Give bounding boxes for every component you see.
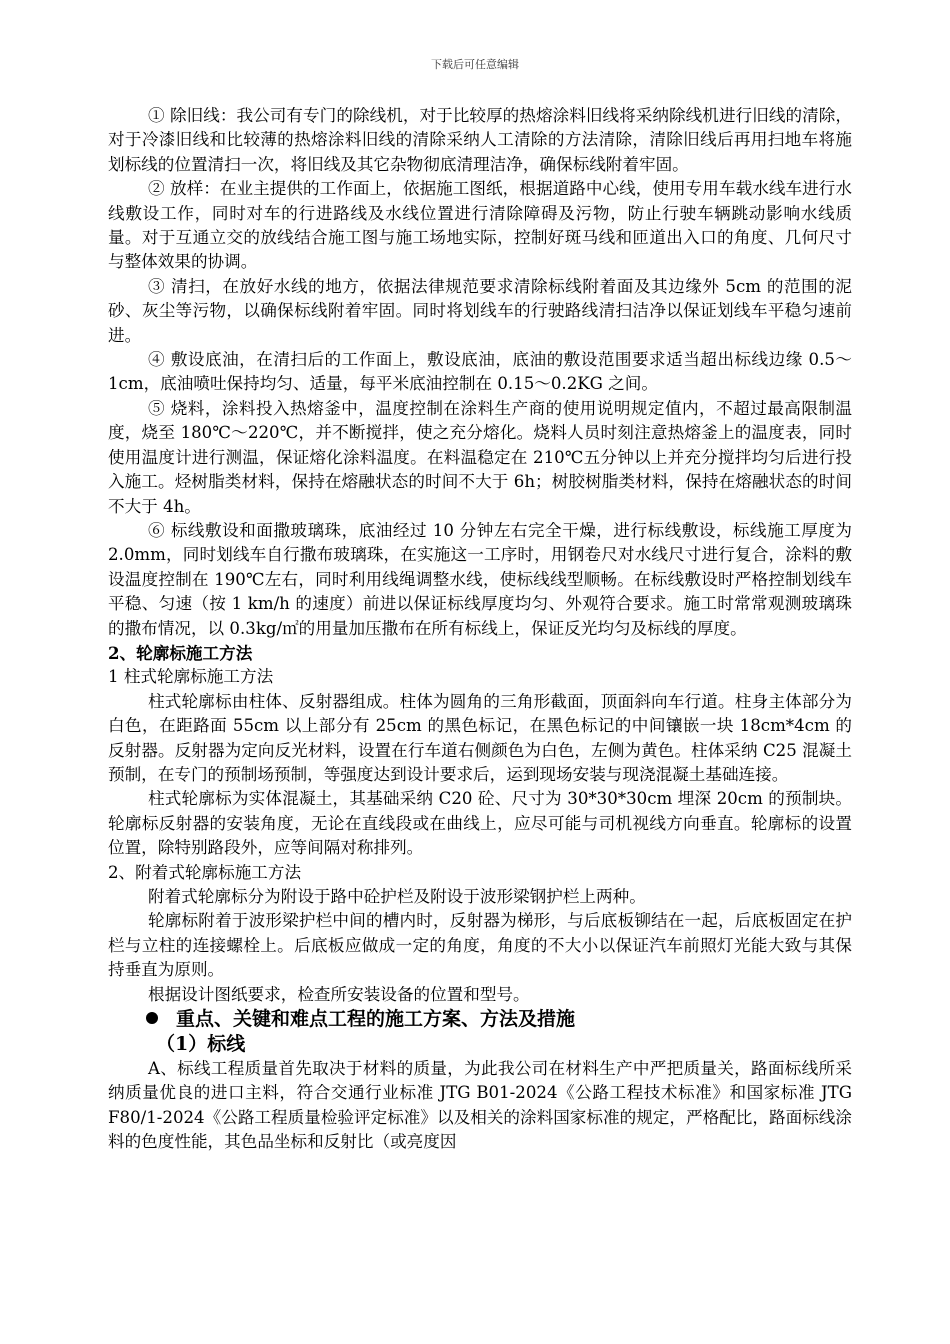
subsection-heading-post-delineator: 1 柱式轮廓标施工方法 <box>108 667 274 687</box>
paragraph-remove-old-lines: ① 除旧线：我公司有专门的除线机，对于比较厚的热熔涂料旧线将采纳除线机进行旧线的清除，对于冷漆旧线和比较薄的热熔涂料旧线的清除采纳人工清除的方法清除，清除旧线后再用扫地车将施划标线的位置清扫一次，将旧线及其它杂物彻底清理洁净，确保标线附着牢固。 <box>108 106 852 174</box>
paragraph-marking-glass-beads: ⑥ 标线敷设和面撒玻璃珠，底油经过 10 分钟左右完全干燥，进行标线敷设，标线施工厚度为 2.0mm，同时划线车自行撒布玻璃珠，在实施这一工序时，用钢卷尺对水线尺寸进行复合，涂料的敷设温度控制在 190℃左右，同时利用线绳调整水线，使标线线型顺畅。在标线敷设时严格控制划线车平稳、匀速（按 1 km/h 的速度）前进以保证标线厚度均匀、外观符合要求。施工时常常观测玻璃珠的撒布情况，以 0.3kg/㎡的用量加压撒布在所有标线上，保证反光均匀及标线的厚度。 <box>108 520 852 638</box>
document-body <box>108 104 852 1155</box>
paragraph-melting: ⑤ 烧料，涂料投入热熔釜中，温度控制在涂料生产商的使用说明规定值内，不超过最高限制温度，烧至 180℃～220℃，并不断搅拌，使之充分熔化。烧料人员时刻注意热熔釜上的温度表，同时使用温度计进行测温，保证熔化涂料温度。在料温稳定在 210℃五分钟以上并充分搅拌均匀后进行投入施工。烃树脂类材料，保持在熔融状态的时间不大于 6h；树胶树脂类材料，保持在熔融状态的时间不大于 4h。 <box>108 398 852 516</box>
section-heading-delineator: 2、轮廓标施工方法 <box>108 642 253 663</box>
paragraph-cleaning: ③ 清扫，在放好水线的地方，依据法律规范要求清除标线附着面及其边缘外 5cm 的范围的泥砂、灰尘等污物，以确保标线附着牢固。同时将划线车的行驶路线清扫洁净以保证划线车平稳匀速前进。 <box>108 276 852 345</box>
paragraph-layout: ② 放样：在业主提供的工作面上，依据施工图纸，根据道路中心线，使用专用车载水线车进行水线敷设工作，同时对车的行进路线及水线位置进行清除障碍及污物，防止行驶车辆跳动影响水线质量。对于互通立交的放线结合施工图与施工场地实际，控制好斑马线和匝道出入口的角度、几何尺寸与整体效果的协调。 <box>108 179 852 272</box>
paragraph-primer: ④ 敷设底油，在清扫后的工作面上，敷设底油，底油的敷设范围要求适当超出标线边缘 0.5～1cm，底油喷吐保持均匀、适量，每平米底油控制在 0.15～0.2KG 之间。 <box>108 350 852 394</box>
bullet-dot-icon <box>146 1012 158 1024</box>
paragraph-post-delineator: 柱式轮廓标由柱体、反射器组成。柱体为圆角的三角形截面，顶面斜向车行道。柱身主体部分为白色，在距路面 55cm 以上部分有 25cm 的黑色标记，在黑色标记的中间镶嵌一块 18cm*4cm 的反射器。反射器为定向反光材料，设置在行车道右侧颜色为白色，左侧为黄色。柱体采纳 C25 混凝土预制，在专门的预制场预制，等强度达到设计要求后，运到现场安装与现浇混凝土基础连接。 <box>108 691 852 784</box>
paragraph-attached-types: 附着式轮廓标分为附设于路中砼护栏及附设于波形梁钢护栏上两种。 <box>148 887 646 906</box>
paragraph-check-equipment: 根据设计图纸要求，检查所安装设备的位置和型号。 <box>148 984 530 1004</box>
paragraph-material-quality: A、标线工程质量首先取决于材料的质量，为此我公司在材料生产中严把质量关，路面标线所采纳质量优良的进口主料，符合交通行业标准 JTG B01-2024《公路工程技术标准》和国家标准 JTG F80/1-2024《公路工程质量检验评定标准》以及相关的涂料国家标准的规定，严格配比，路面标线涂料的色度性能，其色品坐标和反射比（或亮度因 <box>108 1059 852 1152</box>
subsection-heading-attached-delineator: 2、附着式轮廓标施工方法 <box>108 862 302 882</box>
page-header: 下载后可任意编辑 <box>431 58 519 71</box>
main-heading <box>108 1007 852 1032</box>
main-heading-text: 重点、关键和难点工程的施工方案、方法及措施 <box>176 1008 576 1031</box>
paragraph-attached-installation: 轮廓标附着于波形梁护栏中间的槽内时，反射器为梯形，与后底板铆结在一起，后底板固定在护栏与立柱的连接螺栓上。后底板应做成一定的角度，角度的不大小以保证汽车前照灯光能大致与其保持垂直为原则。 <box>108 911 852 980</box>
paragraph-post-delineator-foundation: 柱式轮廓标为实体混凝土，其基础采纳 C20 砼、尺寸为 30*30*30cm 埋深 20cm 的预制块。轮廓标反射器的安装角度，无论在直线段或在曲线上，应尽可能与司机视线方向垂直。轮廓标的设置位置，除特别路段外，应等间隔对称排列。 <box>108 789 852 858</box>
sub-heading-marking: （1）标线 <box>156 1033 246 1056</box>
